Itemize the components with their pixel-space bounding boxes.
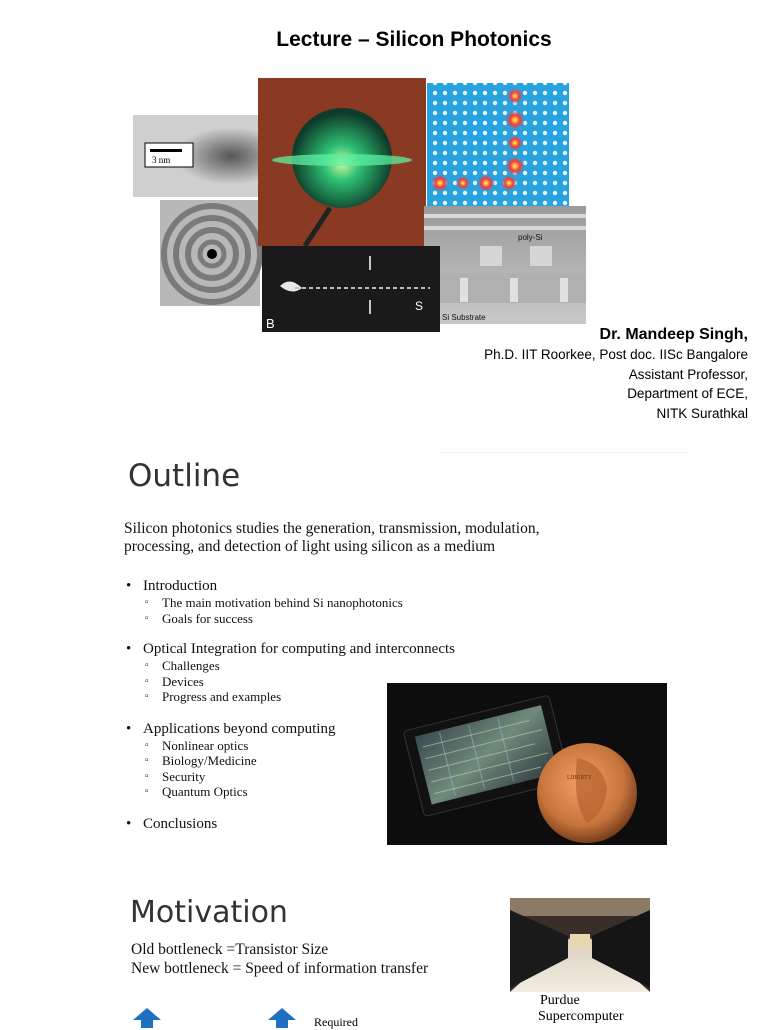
intro-line: processing, and detection of light using silicon as a medium <box>124 538 496 555</box>
author-line: Department of ECE, <box>627 386 748 401</box>
outline-item: • Conclusions <box>126 815 546 833</box>
coin-text: LIBERTY <box>567 775 592 781</box>
new-bottleneck-text: New bottleneck = Speed of information transfer <box>131 960 429 977</box>
outline-subitem: ▫ Devices <box>126 674 546 690</box>
poly-si-label: poly-Si <box>518 233 543 242</box>
caption-line: Purdue <box>540 993 580 1008</box>
chip-and-penny-photo <box>387 683 667 845</box>
outline-subitem: ▫ Quantum Optics <box>126 784 546 800</box>
panel-b-label: B <box>266 316 275 331</box>
emission-image <box>262 246 440 332</box>
up-arrow-icon <box>268 1008 296 1028</box>
outline-subitem: ▫ Challenges <box>126 658 546 674</box>
up-arrow-icon <box>133 1008 161 1028</box>
author-line: Assistant Professor, <box>628 366 748 382</box>
author-block <box>484 325 748 423</box>
microsphere-image <box>258 78 426 246</box>
outline-subitem: ▫ Security <box>126 769 546 785</box>
outline-subitem: ▫ Nonlinear optics <box>126 738 546 754</box>
author-line: NITK Surathkal <box>656 405 748 421</box>
supercomputer-caption <box>540 993 680 1025</box>
substrate-label: Si Substrate <box>442 313 486 322</box>
outline-item: • Applications beyond computing <box>126 720 546 738</box>
old-bottleneck-text: Old bottleneck =Transistor Size <box>131 941 329 958</box>
outline-subitem: ▫ The main motivation behind Si nanophotonics <box>126 595 546 611</box>
outline-subitem: ▫ Biology/Medicine <box>126 753 546 769</box>
sem-waveguide-image <box>424 206 586 324</box>
author-name: Dr. Mandeep Singh, <box>599 326 748 343</box>
author-line: Ph.D. IIT Roorkee, Post doc. IISc Bangalore <box>484 347 748 362</box>
outline-subitem: ▫ Progress and examples <box>126 689 546 705</box>
outline-item: • Introduction <box>126 577 546 595</box>
outline-item: • Optical Integration for computing and interconnects <box>126 640 546 658</box>
intro-line: Silicon photonics studies the generation, transmission, modulation, <box>124 520 540 537</box>
outline-title: Outline <box>128 458 241 494</box>
required-label: Required <box>314 1015 358 1029</box>
outline-intro <box>124 520 594 556</box>
photonics-image-collage <box>130 78 590 336</box>
ring-grating-image <box>160 200 260 306</box>
motivation-title: Motivation <box>130 895 288 930</box>
supercomputer-photo <box>510 898 650 992</box>
lecture-title: Lecture – Silicon Photonics <box>276 28 552 51</box>
photonic-crystal-image <box>427 83 569 208</box>
outline-subitem: ▫ Goals for success <box>126 611 546 627</box>
panel-s-label: S <box>415 299 424 313</box>
caption-line: Supercomputer <box>538 1009 624 1024</box>
divider <box>440 452 690 453</box>
scale-label: 3 nm <box>152 155 171 165</box>
